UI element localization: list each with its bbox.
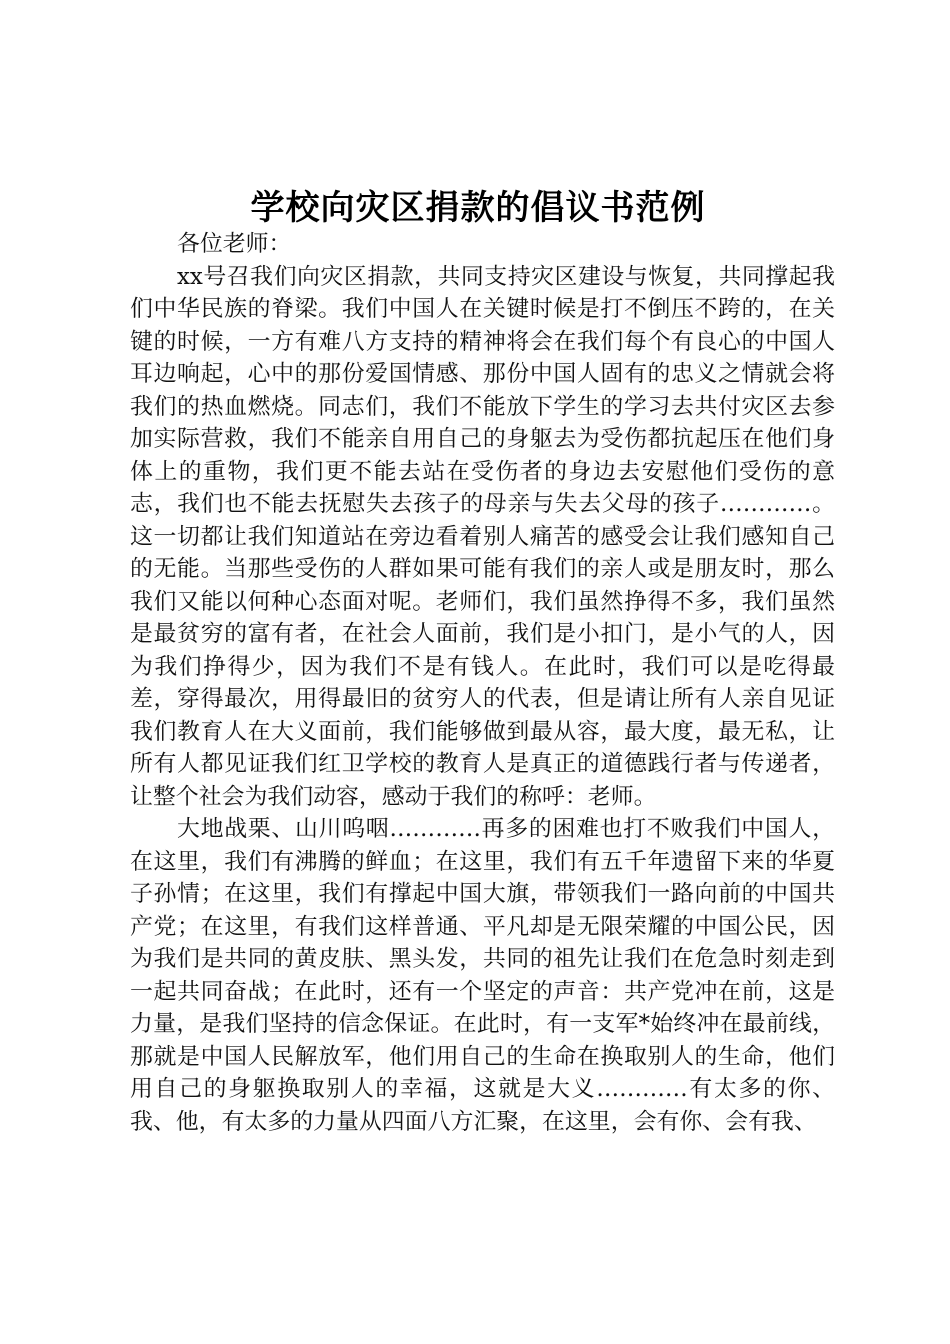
- paragraph-1: xx号召我们向灾区捐款，共同支持灾区建设与恢复，共同撑起我们中华民族的脊梁。我们中国人在关键时候是打不倒压不跨的，在关键的时候，一方有难八方支持的精神将会在我们每个有良心的中国人耳边响起，心中的那份爱国情感、那份中国人固有的忠义之情就会将我们的热血燃烧。同志们，我们不能放下学生的学习去共付灾区去参加实际营救，我们不能亲自用自己的身躯去为受伤都抗起压在他们身体上的重物，我们更不能去站在受伤者的身边去安慰他们受伤的意志，我们也不能去抚慰失去孩子的母亲与失去父母的孩子…………。这一切都让我们知道站在旁边看着别人痛苦的感受会让我们感知自己的无能。当那些受伤的人群如果可能有我们的亲人或是朋友时，那么我们又能以何种心态面对呢。老师们，我们虽然挣得不多，我们虽然是最贫穷的富有者，在社会人面前，我们是小扣门，是小气的人，因为我们挣得少，因为我们不是有钱人。在此时，我们可以是吃得最差，穿得最次，用得最旧的贫穷人的代表，但是请让所有人亲自见证我们教育人在大义面前，我们能够做到最从容，最大度，最无私，让所有人都见证我们红卫学校的教育人是真正的道德践行者与传递者，让整个社会为我们动容，感动于我们的称呼：老师。: [130, 263, 835, 810]
- paragraph-2: 大地战栗、山川呜咽…………再多的困难也打不败我们中国人，在这里，我们有沸腾的鲜血；在这里，我们有五千年遗留下来的华夏子孙情；在这里，我们有撑起中国大旗，带领我们一路向前的中国共产党；在这里，有我们这样普通、平凡却是无限荣耀的中国公民，因为我们是共同的黄皮肤、黑头发，共同的祖先让我们在危急时刻走到一起共同奋战；在此时，还有一个坚定的声音：共产党冲在前，这是力量，是我们坚持的信念保证。在此时，有一支军*始终冲在最前线，那就是中国人民解放军，他们用自己的生命在换取别人的生命，他们用自己的身躯换取别人的幸福，这就是大义…………有太多的你、我、他，有太多的力量从四面八方汇聚，在这里，会有你、会有我、: [130, 816, 835, 1135]
- salutation: 各位老师：: [177, 231, 292, 257]
- document-body: [130, 228, 835, 1138]
- document-title: 学校向灾区捐款的倡议书范例: [250, 188, 706, 228]
